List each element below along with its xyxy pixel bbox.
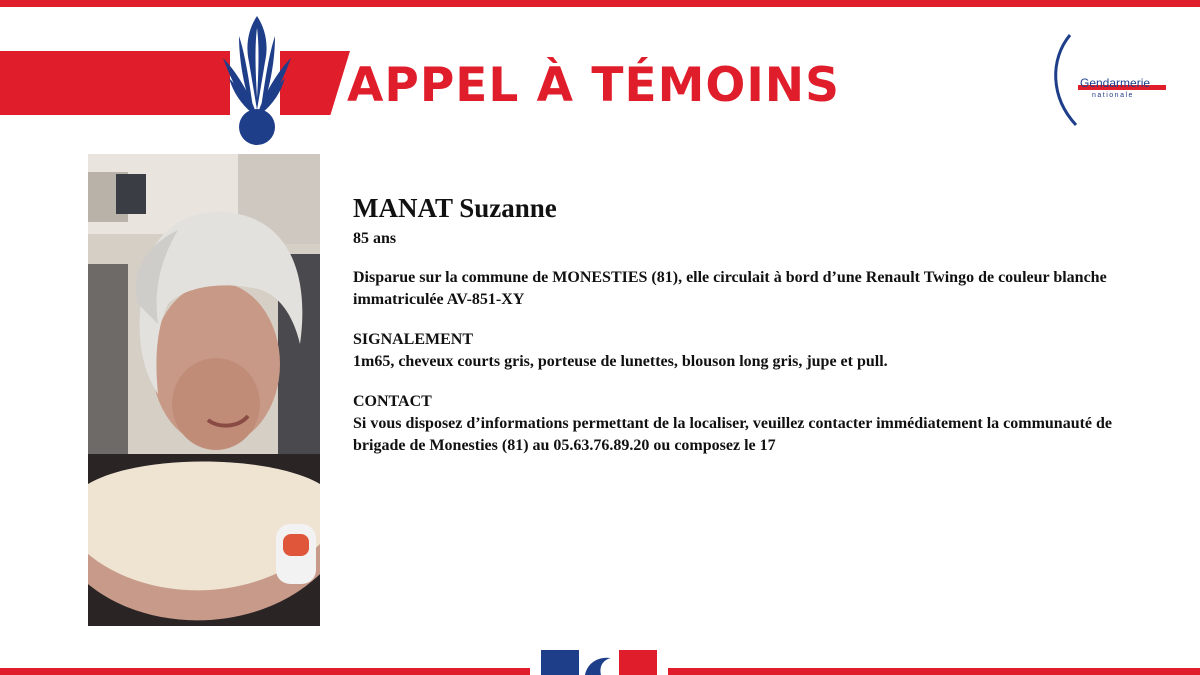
portrait-photo (88, 154, 320, 626)
contact-text: Si vous disposez d’informations permettant de la localiser, veuillez contacter immédiatement la communauté de brigade de Monesties (81) au 05.63.76.89.20 ou composez le 17 (353, 415, 1113, 454)
disappearance-text: Disparue sur la commune de MONESTIES (81), elle circulait à bord d’une Renault Twingo de couleur blanche immatriculée AV-851-XY (353, 269, 1107, 308)
page-title: APPEL À TÉMOINS (347, 58, 840, 113)
bottom-border-left (0, 668, 530, 675)
description-text: 1m65, cheveux courts gris, porteuse de lunettes, blouson long gris, jupe et pull. (353, 353, 888, 370)
logo-text: Gendarmerie (1080, 76, 1151, 90)
top-border-line (0, 0, 1200, 7)
contact-heading: CONTACT (353, 393, 432, 410)
person-info (353, 190, 1133, 457)
description-heading: SIGNALEMENT (353, 331, 474, 348)
banner-stripe-left (0, 51, 230, 115)
bottom-border-right (668, 668, 1200, 675)
person-name: MANAT Suzanne (353, 193, 557, 223)
gendarmerie-flame-icon (219, 14, 295, 146)
person-age: 85 ans (353, 230, 397, 247)
marianne-logo-icon (541, 650, 657, 675)
logo-subtext: nationale (1092, 92, 1134, 99)
